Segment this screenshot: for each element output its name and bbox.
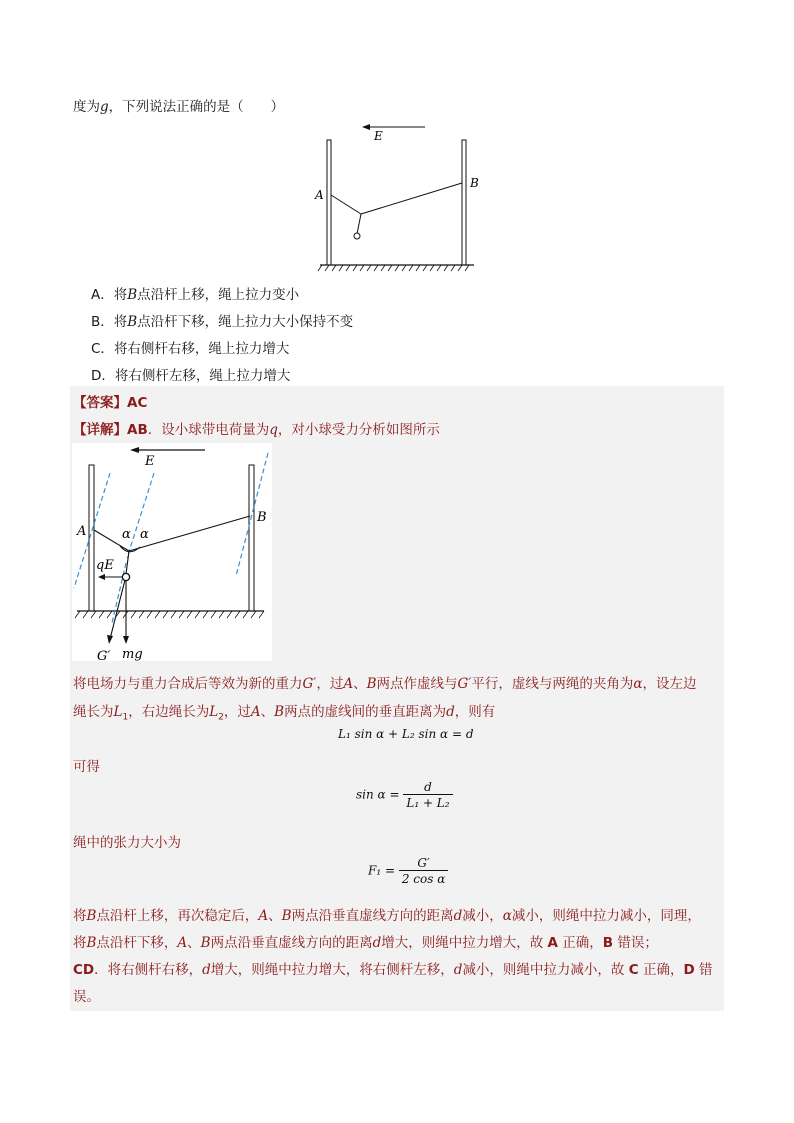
- label-E-2: E: [145, 454, 155, 469]
- label-B: B: [470, 176, 479, 190]
- right-pole-2: [249, 465, 254, 611]
- option-c: C．将右侧杆右移，绳上拉力增大: [91, 341, 290, 357]
- hang-string: [357, 214, 361, 234]
- ground-hatch-2: [75, 611, 264, 618]
- detail-line-3: 绳长为$L_1$，右边绳长为$L_2$，过A、B两点的虚线间的垂直距离为d，则有: [73, 704, 496, 723]
- detail-line-10: 误。: [73, 989, 100, 1005]
- detail-tension: 绳中的张力大小为: [73, 835, 181, 851]
- qE-arrowhead: [98, 574, 105, 580]
- label-qE: qE: [96, 558, 114, 573]
- hang-string-2: [126, 551, 129, 574]
- left-rope: [331, 195, 361, 214]
- equation-3: F₁ = $\frac{G'}{\text{2 cos α}}$: [368, 856, 448, 886]
- label-A-2: A: [77, 524, 87, 539]
- right-rope: [361, 183, 462, 214]
- detail-line-7: 将B点沿杆上移，再次稳定后，A、B两点沿垂直虚线方向的距离d减小，α减小，则绳中拉力减小，同理，: [73, 908, 701, 924]
- option-d: D．将右侧杆左移，绳上拉力增大: [91, 368, 291, 384]
- G-prime-arrow: [110, 580, 125, 639]
- problem-figure: [312, 118, 482, 273]
- label-B-2: B: [257, 510, 267, 525]
- equation-2: sin α = $\frac{d}{\text{L₁ + L₂}}$: [356, 780, 453, 810]
- ground-hatch: [318, 265, 469, 271]
- detail-line-8: 将B点沿杆下移，A、B两点沿垂直虚线方向的距离d增大，则绳中拉力增大，故 A 正确，B 错误；: [73, 935, 658, 951]
- option-a: A．将B点沿杆上移，绳上拉力变小: [91, 287, 300, 303]
- label-A: A: [315, 188, 324, 202]
- G-prime-arrowhead: [107, 635, 113, 644]
- ball: [354, 233, 360, 239]
- ball-2: [122, 573, 129, 580]
- detail-line-1: 【详解】AB．设小球带电荷量为q，对小球受力分析如图所示: [73, 422, 440, 438]
- field-arrowhead: [362, 124, 370, 130]
- field-arrowhead-2: [130, 447, 139, 453]
- label-G-prime: G′: [97, 649, 111, 661]
- right-pole: [462, 140, 466, 265]
- detail-line-9: CD．将右侧杆右移，d增大，则绳中拉力增大，将右侧杆左移，d减小，则绳中拉力减小，故 C 正确，D 错: [73, 962, 713, 978]
- detail-kede: 可得: [73, 759, 100, 775]
- answer-value: AC: [127, 395, 148, 411]
- label-alpha-right: α: [140, 527, 149, 542]
- answer-line: 【答案】AC: [73, 395, 148, 411]
- force-analysis-figure: [72, 443, 272, 661]
- equation-1: L₁ sin α + L₂ sin α = d: [338, 727, 474, 741]
- label-E: E: [374, 129, 383, 143]
- label-alpha-left: α: [122, 527, 131, 542]
- label-mg: mg: [122, 647, 143, 661]
- mg-arrowhead: [123, 636, 129, 644]
- parallel-dashed-lines: [74, 453, 268, 623]
- equation-2-fraction: $\frac{d}{\text{L₁ + L₂}}$: [403, 780, 452, 810]
- option-b: B．将B点沿杆下移，绳上拉力大小保持不变: [91, 314, 354, 330]
- detail-line-2: 将电场力与重力合成后等效为新的重力G′，过A、B两点作虚线与G′平行，虚线与两绳的夹角为α，设左边: [73, 676, 697, 692]
- question-stem: 度为g，下列说法正确的是（ ）: [73, 99, 285, 115]
- equation-3-fraction: $\frac{G'}{\text{2 cos α}}$: [399, 856, 448, 886]
- left-pole: [327, 140, 331, 265]
